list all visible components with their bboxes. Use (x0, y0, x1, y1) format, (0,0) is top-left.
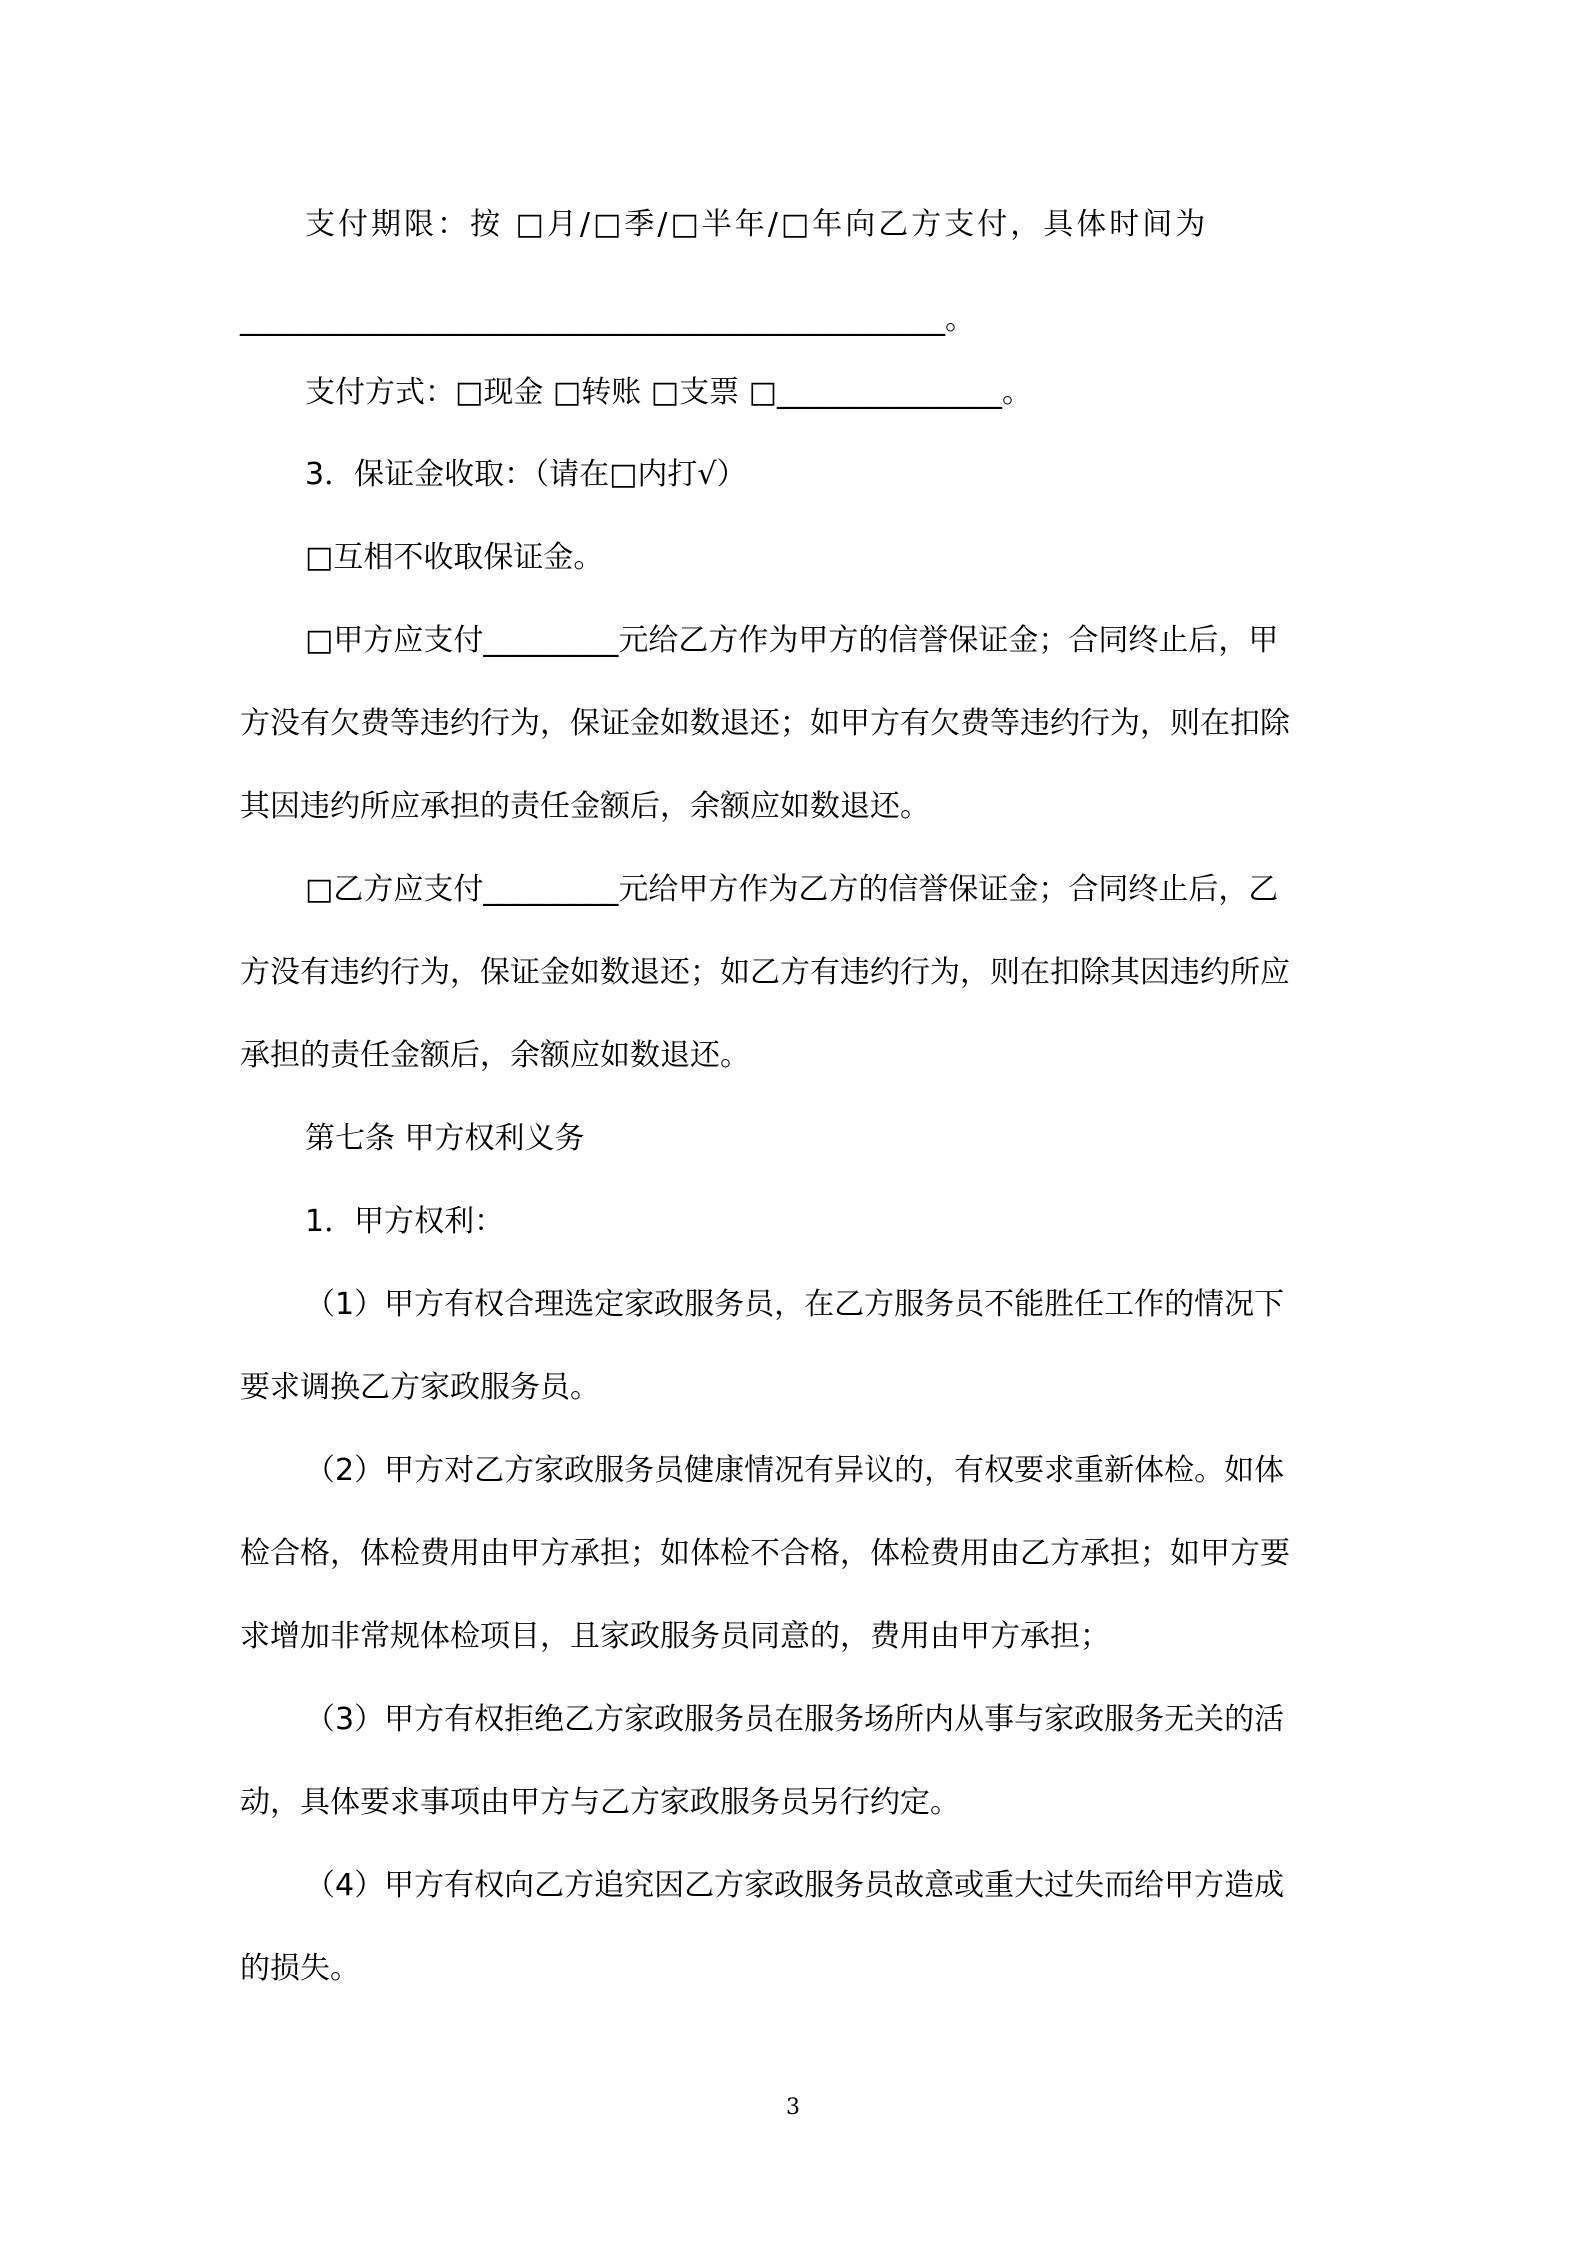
payment-term-blank-line: _______________________________________________。 (240, 302, 975, 337)
right-2-line3: 求增加非常规体检项目，且家政服务员同意的，费用由甲方承担； (240, 1619, 1110, 1654)
deposit-option-party-b-line2: 方没有违约行为，保证金如数退还；如乙方有违约行为，则在扣除其因违约所应 (240, 955, 1290, 990)
payment-term-line: 支付期限：按 □月/□季/□半年/□年向乙方支付，具体时间为 (305, 207, 1209, 242)
right-3-line1: （3）甲方有权拒绝乙方家政服务员在服务场所内从事与家政服务无关的活 (305, 1702, 1285, 1737)
deposit-option-party-a-line2: 方没有欠费等违约行为，保证金如数退还；如甲方有欠费等违约行为，则在扣除 (240, 706, 1290, 741)
right-3-line2: 动，具体要求事项由甲方与乙方家政服务员另行约定。 (240, 1785, 960, 1820)
deposit-option-party-a-line1: □甲方应支付_________元给乙方作为甲方的信誉保证金；合同终止后，甲 (305, 623, 1279, 658)
party-a-rights-heading: 1．甲方权利： (305, 1204, 505, 1239)
right-2-line2: 检合格，体检费用由甲方承担；如体检不合格，体检费用由乙方承担；如甲方要 (240, 1536, 1290, 1571)
article-seven-heading: 第七条 甲方权利义务 (305, 1121, 585, 1156)
right-2-line1: （2）甲方对乙方家政服务员健康情况有异议的，有权要求重新体检。如体 (305, 1453, 1285, 1488)
deposit-heading: 3．保证金收取：（请在□内打√） (305, 457, 747, 492)
deposit-option-party-b-line1: □乙方应支付_________元给甲方作为乙方的信誉保证金；合同终止后，乙 (305, 872, 1279, 907)
right-1-line1: （1）甲方有权合理选定家政服务员，在乙方服务员不能胜任工作的情况下 (305, 1287, 1285, 1322)
right-4-line1: （4）甲方有权向乙方追究因乙方家政服务员故意或重大过失而给甲方造成 (305, 1868, 1285, 1903)
deposit-option-none: □互相不收取保证金。 (305, 540, 604, 575)
deposit-option-party-a-line3: 其因违约所应承担的责任金额后，余额应如数退还。 (240, 789, 930, 824)
payment-method-line: 支付方式：□现金 □转账 □支票 □_______________。 (305, 375, 1032, 410)
page-number: 3 (786, 2095, 800, 2120)
right-1-line2: 要求调换乙方家政服务员。 (240, 1370, 600, 1405)
deposit-option-party-b-line3: 承担的责任金额后，余额应如数退还。 (240, 1038, 750, 1073)
right-4-line2: 的损失。 (240, 1951, 360, 1986)
